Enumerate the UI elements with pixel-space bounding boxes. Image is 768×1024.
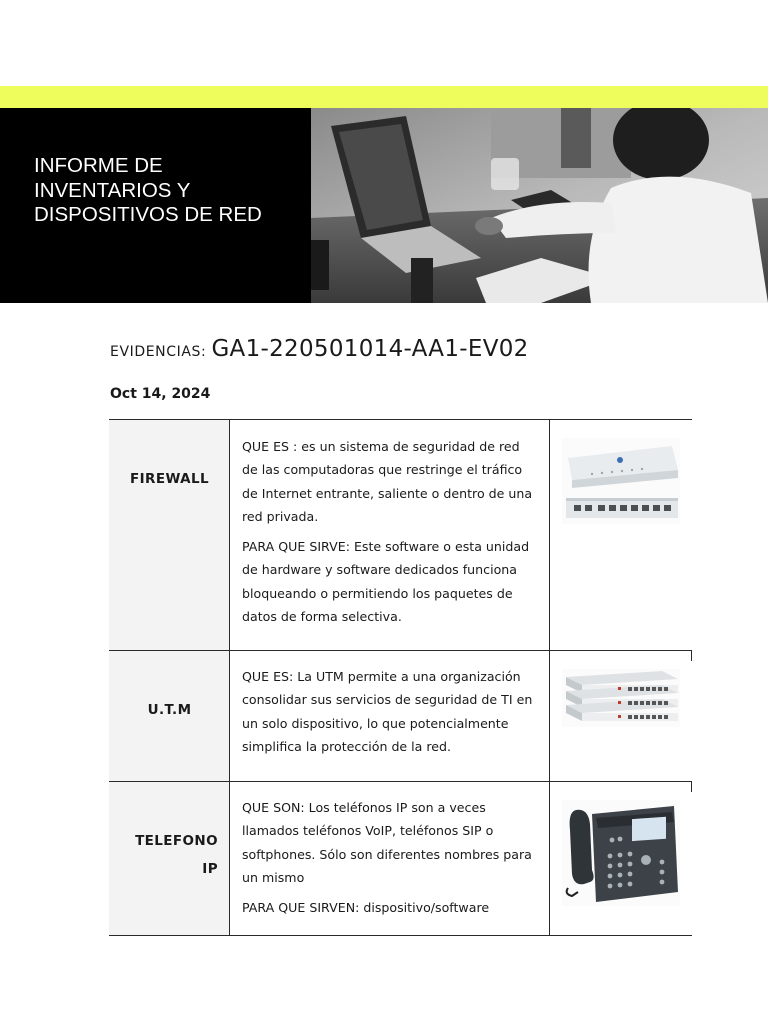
evidence-code: GA1-220501014-AA1-EV02 (211, 336, 529, 362)
utm-appliance-image (562, 669, 680, 727)
device-image-cell (550, 782, 692, 935)
device-image-cell (550, 420, 692, 650)
table-row (109, 651, 692, 782)
firewall-appliance-image (562, 438, 680, 524)
report-title-line-3: DISPOSITIVOS DE RED (34, 203, 262, 226)
device-name (135, 827, 218, 883)
table-row (109, 782, 692, 936)
device-description-what: QUE ES : es un sistema de seguridad de red de las computadoras que restringe el tráfico de Internet entrante, saliente o dentro de una red privada. (242, 439, 533, 524)
report-date: Oct 14, 2024 (110, 386, 211, 402)
evidence-heading (110, 336, 529, 362)
device-name-line-2: IP (202, 861, 218, 877)
accent-bar (0, 86, 768, 108)
device-description-cell (230, 420, 550, 650)
evidence-label: EVIDENCIAS: (110, 344, 207, 360)
report-title-line-2: INVENTARIOS Y (34, 178, 191, 202)
header-banner (0, 108, 768, 303)
device-description-use: PARA QUE SIRVEN: dispositivo/software (242, 900, 490, 916)
device-table (109, 419, 692, 936)
report-title (34, 154, 304, 228)
table-row (109, 419, 692, 651)
device-name-cell (109, 420, 230, 650)
ip-phone-image (562, 800, 680, 906)
device-description-what: QUE ES: La UTM permite a una organización consolidar sus servicios de seguridad de TI en un solo dispositivo, lo que potencialmente simplifica la protección de la red. (242, 669, 533, 754)
office-laptop-photo (311, 108, 768, 303)
device-description-what: QUE SON: Los teléfonos IP son a veces llamados teléfonos VoIP, teléfonos SIP o softphones. Sólo son diferentes nombres para un mismo (242, 800, 532, 885)
device-image-cell (550, 651, 692, 781)
device-description-cell (230, 782, 550, 935)
device-name: U.T.M (147, 702, 192, 718)
report-title-line-1: INFORME DE (34, 154, 163, 177)
device-name-cell (109, 782, 230, 935)
device-name-line-1: TELEFONO (135, 833, 218, 849)
device-description-cell (230, 651, 550, 781)
device-name: FIREWALL (130, 471, 209, 487)
device-description-use: PARA QUE SIRVE: Este software o esta unidad de hardware y software dedicados funciona bloqueando o permitiendo los paquetes de datos de forma selectiva. (242, 539, 530, 625)
device-name-cell (109, 651, 230, 781)
